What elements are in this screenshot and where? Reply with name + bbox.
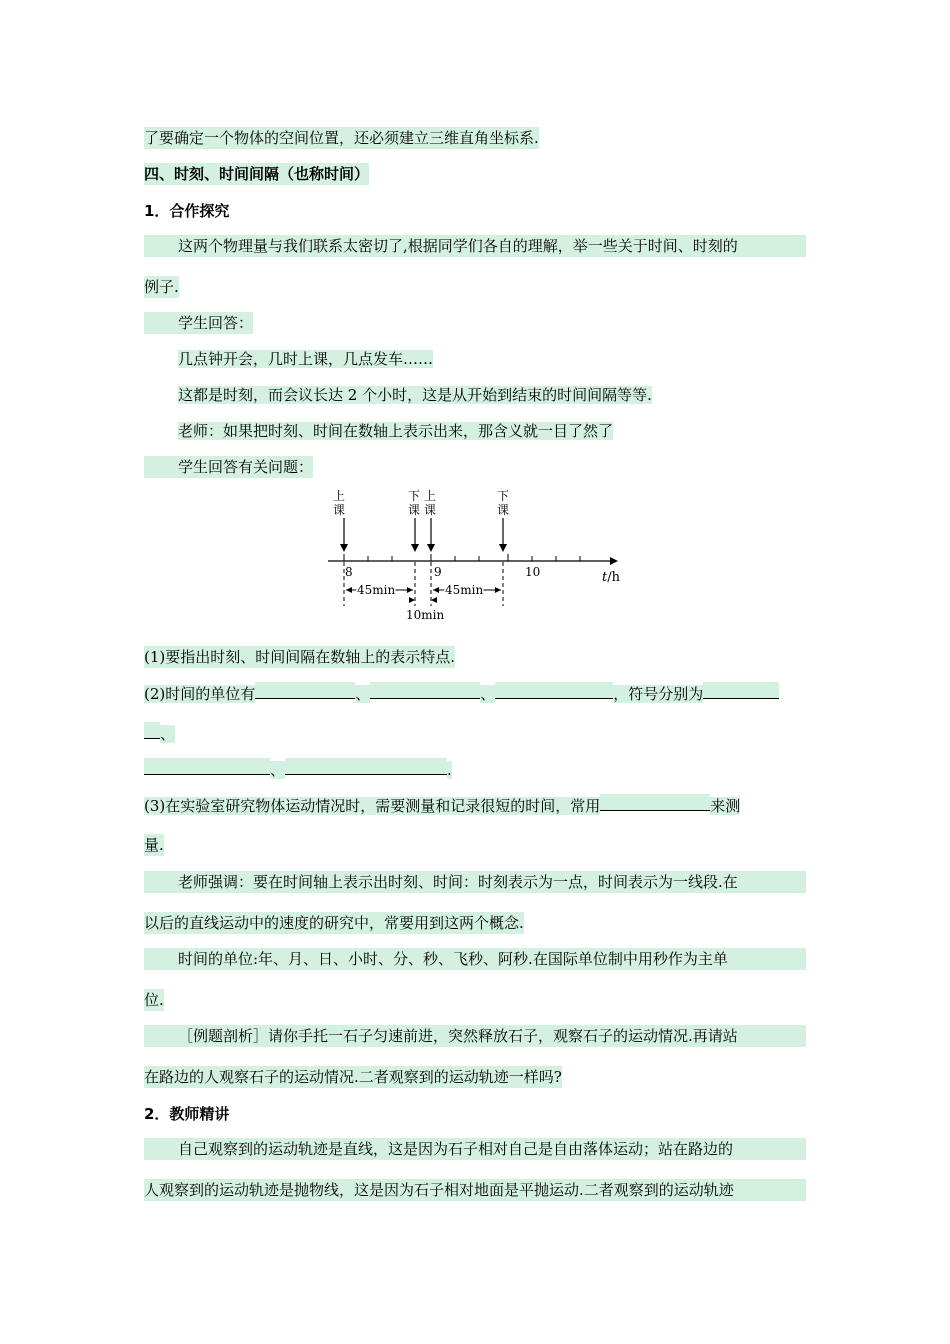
paragraph-line: 人观察到的运动轨迹是抛物线，这是因为石子相对地面是平抛运动.二者观察到的运动轨迹 xyxy=(144,1179,806,1201)
paragraph-line: 学生回答： xyxy=(144,312,253,334)
interval-label-1: 45min xyxy=(357,583,396,597)
label-ke3: 课 xyxy=(423,503,437,517)
axis-ticks xyxy=(344,554,580,561)
paragraph-line: 时间的单位:年、月、日、小时、分、秒、飞秒、阿秒.在国际单位制中用秒作为主单 xyxy=(144,948,806,970)
answer-blank[interactable] xyxy=(600,794,710,811)
question-line: (3)在实验室研究物体运动情况时，需要测量和记录很短的时间，常用 来测 xyxy=(144,794,740,817)
label-ke2: 课 xyxy=(407,503,421,517)
question-line: (1)要指出时刻、时间间隔在数轴上的表示特点. xyxy=(144,648,456,666)
question-line: 、 . xyxy=(144,758,452,781)
paragraph-line: 老师：如果把时刻、时间在数轴上表示出来，那含义就一目了然了 xyxy=(178,422,614,440)
label-up1: 上 xyxy=(332,489,346,503)
section-heading: 四、时刻、时间间隔（也称时间） xyxy=(144,165,370,183)
paragraph-line: 这都是时刻，而会议长达 2 个小时，这是从开始到结束的时间间隔等等. xyxy=(178,386,652,404)
answer-blank[interactable] xyxy=(495,682,613,699)
question-line: 、 xyxy=(144,722,175,745)
subsection-heading: 2．教师精讲 xyxy=(144,1105,230,1123)
answer-blank[interactable] xyxy=(144,722,160,739)
paragraph-line: 在路边的人观察石子的运动情况.二者观察到的运动轨迹一样吗? xyxy=(144,1068,562,1086)
paragraph-line: ［例题剖析］请你手托一石子匀速前进，突然释放石子，观察石子的运动情况.再请站 xyxy=(144,1025,806,1047)
paragraph-line: 以后的直线运动中的速度的研究中，常要用到这两个概念. xyxy=(144,914,524,932)
paragraph-line: 位. xyxy=(144,991,164,1009)
label-ke4: 课 xyxy=(496,503,510,517)
subsection-heading: 1．合作探究 xyxy=(144,202,230,220)
time-axis-diagram xyxy=(320,482,630,627)
answer-blank[interactable] xyxy=(285,758,447,775)
interval-label-3: 10min xyxy=(406,608,445,622)
question-line: 量. xyxy=(144,836,164,854)
paragraph-line: 几点钟开会，几时上课，几点发车…… xyxy=(178,350,434,368)
interval-label-2: 45min xyxy=(445,583,484,597)
answer-blank[interactable] xyxy=(255,682,355,699)
paragraph-line: 这两个物理量与我们联系太密切了,根据同学们各自的理解，举一些关于时间、时刻的 xyxy=(144,235,806,257)
paragraph-line: 学生回答有关问题： xyxy=(144,456,313,478)
answer-blank[interactable] xyxy=(703,682,779,699)
answer-blank[interactable] xyxy=(370,682,480,699)
question-line: (2)时间的单位有 、 、 ，符号分别为 xyxy=(144,682,779,705)
paragraph-line: 自己观察到的运动轨迹是直线，这是因为石子相对自己是自由落体运动；站在路边的 xyxy=(144,1138,806,1160)
tick-label-8: 8 xyxy=(345,565,353,579)
label-down1: 下 xyxy=(407,489,421,503)
text-line: 了要确定一个物体的空间位置，还必须建立三维直角坐标系. xyxy=(144,129,539,147)
paragraph-line: 老师强调：要在时间轴上表示出时刻、时间：时刻表示为一点，时间表示为一线段.在 xyxy=(144,871,806,893)
answer-blank[interactable] xyxy=(144,758,270,775)
tick-label-10: 10 xyxy=(525,565,541,579)
axis-label: t/h xyxy=(602,570,620,585)
label-ke1: 课 xyxy=(332,503,346,517)
paragraph-line: 例子. xyxy=(144,278,179,296)
label-down2: 下 xyxy=(496,489,510,503)
tick-label-9: 9 xyxy=(434,565,442,579)
label-up2: 上 xyxy=(423,489,437,503)
